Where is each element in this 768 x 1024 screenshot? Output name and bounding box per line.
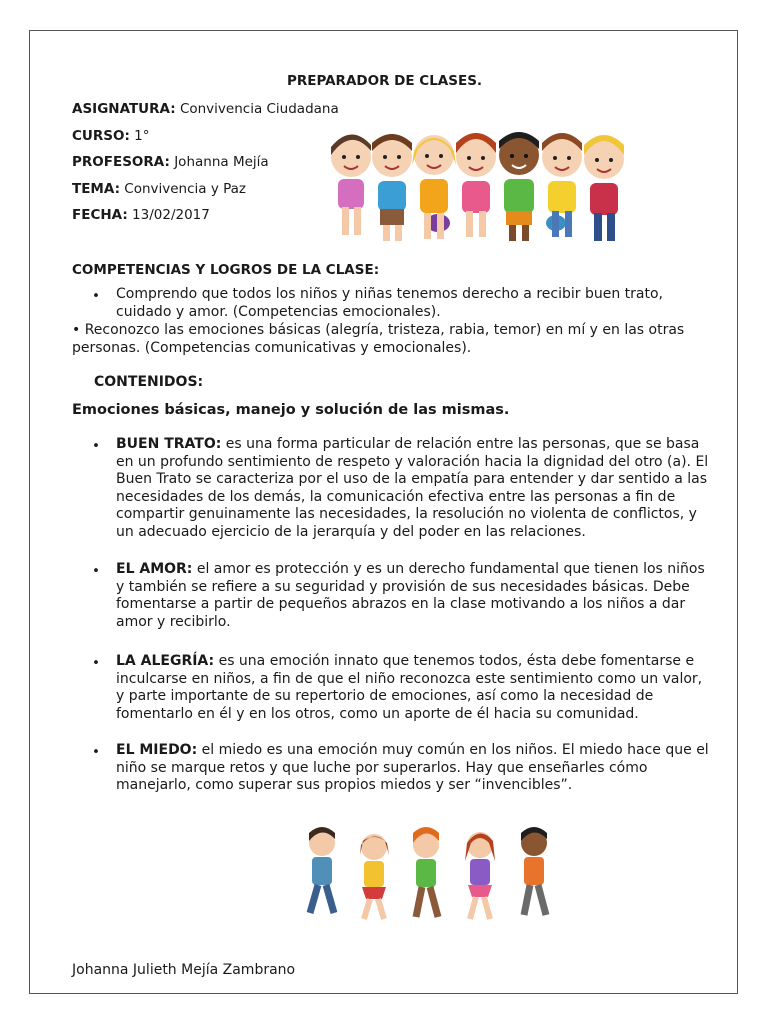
- children-walking-illustration: [290, 821, 560, 936]
- tema-value: Convivencia y Paz: [124, 181, 247, 197]
- contenidos-subheading: Emociones básicas, manejo y solución de las mismas.: [72, 402, 510, 418]
- walking-child-5: [521, 827, 547, 915]
- child-1: [331, 134, 371, 235]
- document-title: PREPARADOR DE CLASES.: [286, 73, 483, 89]
- footer-author: Johanna Julieth Mejía Zambrano: [72, 962, 296, 978]
- bullet: •: [92, 288, 100, 304]
- content-item-buen-trato: [116, 436, 710, 541]
- content-term: EL MIEDO:: [116, 742, 198, 758]
- profesora-label: PROFESORA:: [72, 154, 170, 170]
- children-group-illustration: [320, 121, 650, 251]
- asignatura-row: [72, 101, 339, 119]
- content-item-el-amor: [116, 561, 710, 631]
- child-4: [456, 133, 496, 237]
- content-item-la-alegria: [116, 653, 710, 723]
- tema-label: TEMA:: [72, 181, 120, 197]
- content-term: EL AMOR:: [116, 561, 193, 577]
- content-term: BUEN TRATO:: [116, 436, 222, 452]
- child-6: [542, 133, 582, 237]
- content-term: LA ALEGRÍA:: [116, 653, 215, 669]
- fecha-row: [72, 207, 210, 225]
- curso-value: 1°: [134, 128, 150, 144]
- bullet: •: [92, 563, 100, 579]
- competencia-item-2: • Reconozco las emociones básicas (alegría, tristeza, rabia, temor) en mí y en las otras personas. (Competencias comunicativas y emocionales).: [72, 322, 685, 356]
- walking-child-1: [309, 827, 335, 913]
- profesora-value: Johanna Mejía: [174, 154, 269, 170]
- competencia-item-1: Comprendo que todos los niños y niñas tenemos derecho a recibir buen trato, cuidado y amor. (Competencias emocionales).: [116, 286, 663, 320]
- asignatura-label: ASIGNATURA:: [72, 101, 176, 117]
- walking-child-2: [360, 834, 389, 919]
- child-2: [372, 134, 412, 241]
- content-text: el amor es protección y es un derecho fundamental que tienen los niños y también se refiere a su seguridad y provisión de sus necesidades básicas. Debe fomentarse a partir de pequeños abrazos en la clase motivando a los niños a dar amor y recibirlo.: [116, 561, 705, 630]
- profesora-row: [72, 154, 269, 172]
- contenidos-heading: CONTENIDOS:: [94, 374, 204, 390]
- tema-row: [72, 181, 246, 199]
- fecha-label: FECHA:: [72, 207, 128, 223]
- curso-label: CURSO:: [72, 128, 130, 144]
- content-text: es una emoción innato que tenemos todos, ésta debe fomentarse e inculcarse en niños, a fin de que el niño reconozca este sentimiento como un valor, y parte importante de su repertorio de emociones, así como la necesidad de fomentarlo en él y en los otros, como un aporte de él hacia su comunidad.: [116, 653, 703, 722]
- child-7: [584, 135, 624, 241]
- curso-row: [72, 128, 150, 146]
- bullet: •: [92, 744, 100, 760]
- child-3: [412, 135, 456, 239]
- fecha-value: 13/02/2017: [132, 207, 210, 223]
- walking-child-3: [413, 827, 439, 917]
- asignatura-value: Convivencia Ciudadana: [179, 101, 339, 117]
- document-page: [29, 30, 738, 994]
- content-item-el-miedo: [116, 742, 710, 795]
- competencias-heading: COMPETENCIAS Y LOGROS DE LA CLASE:: [72, 262, 380, 278]
- bullet: •: [92, 655, 100, 671]
- walking-child-4: [465, 832, 495, 919]
- content-text: es una forma particular de relación entre las personas, que se basa en un profundo sentimiento de respeto y valoración hacia la dignidad del otro (a). El Buen Trato se caracteriza por el uso de la empatía para entender y dar sentido a las necesidades de los demás, la comunicación efectiva entre las personas a fin de compartir genuinamente las necesidades, la resolución no violenta de conflictos, y un adecuado ejercicio de la jerarquía y del poder en las relaciones.: [116, 436, 709, 540]
- child-5: [499, 132, 539, 241]
- content-text: el miedo es una emoción muy común en los niños. El miedo hace que el niño se marque retos y que luche por superarlos. Hay que enseñarles cómo manejarlo, como superar sus propios miedos y ser “invencibles”.: [116, 742, 709, 793]
- bullet: •: [92, 438, 100, 454]
